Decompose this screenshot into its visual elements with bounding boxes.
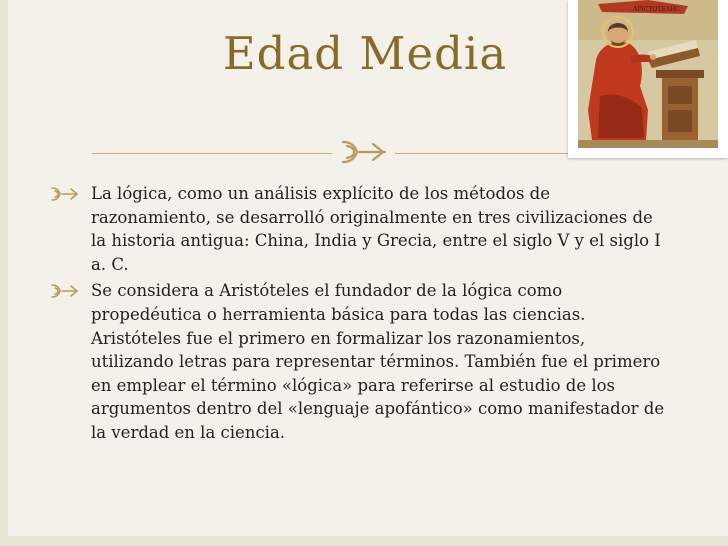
- bullet-ornament-icon: [50, 186, 80, 202]
- bullet-item: [48, 182, 668, 276]
- picture-frame: [568, 0, 728, 158]
- bullet-list: [48, 182, 668, 448]
- title-divider-left: [92, 153, 332, 154]
- divider-ornament-icon: [337, 136, 391, 168]
- bullet-item: [48, 279, 668, 444]
- bullet-ornament-icon: [50, 283, 80, 299]
- bullet-text: Se considera a Aristóteles el fundador de la lógica como propedéutica o herramienta básica para todas las ciencias. Aristóteles fue el primero en formalizar los razonamientos, utilizando letras para representar términos. También fue el primero en emplear el término «lógica» para referirse al estudio de los argumentos dentro del «lenguaje apofántico» como manifestador de la verdad en la ciencia.: [91, 281, 665, 442]
- slide-left-border: [0, 0, 8, 546]
- svg-text:ΑΡΙCΤΟΤΕΛΗC: ΑΡΙCΤΟΤΕΛΗC: [633, 6, 680, 13]
- title-divider-right: [395, 153, 575, 154]
- medieval-scholar-painting: [578, 0, 718, 148]
- slide-bottom-border: [0, 536, 728, 546]
- bullet-text: La lógica, como un análisis explícito de los métodos de razonamiento, se desarrolló originalmente en tres civilizaciones de la historia antigua: China, India y Grecia, entre el siglo V y el siglo I a. C.: [91, 184, 661, 274]
- slide-title: Edad Media: [222, 27, 508, 80]
